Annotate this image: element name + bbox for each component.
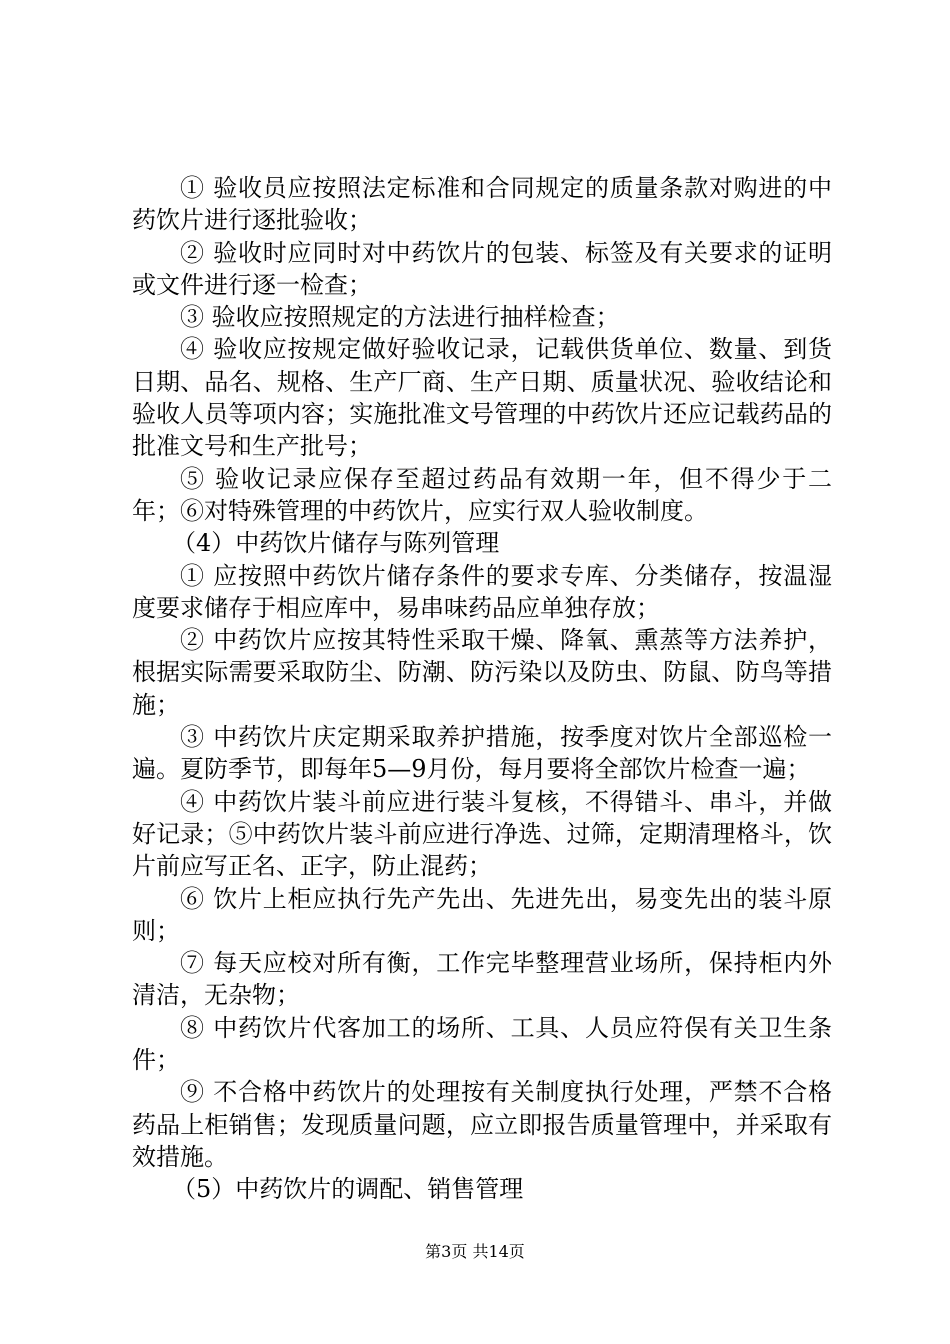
section-heading-dispensing: （5）中药饮片的调配、销售管理	[172, 1175, 524, 1204]
paragraph-storage-4: ④ 中药饮片装斗前应进行装斗复核，不得错斗、串斗，并做好记录；⑤中药饮片装斗前应进行净选、过筛，定期清理格斗，饮片前应写正名、正字，防止混药；	[132, 787, 832, 881]
paragraph-inspection-4: ④ 验收应按规定做好验收记录，记载供货单位、数量、到货日期、品名、规格、生产厂商、生产日期、质量状况、验收结论和验收人员等项内容；实施批准文号管理的中药饮片还应记载药品的批准文号和生产批号；	[132, 335, 832, 461]
section-heading-storage: （4）中药饮片储存与陈列管理	[172, 529, 500, 558]
paragraph-storage-8: ⑧ 中药饮片代客加工的场所、工具、人员应符俣有关卫生条件；	[132, 1013, 832, 1075]
paragraph-storage-1: ① 应按照中药饮片储存条件的要求专库、分类储存，按温湿度要求储存于相应库中，易串味药品应单独存放；	[132, 561, 832, 622]
paragraph-inspection-5: ⑤ 验收记录应保存至超过药品有效期一年，但不得少于二年；⑥对特殊管理的中药饮片，应实行双人验收制度。	[132, 464, 832, 525]
paragraph-inspection-3: ③ 验收应按照规定的方法进行抽样检查；	[180, 303, 620, 332]
paragraph-storage-7: ⑦ 每天应校对所有衡，工作完毕整理营业场所，保持柜内外清洁，无杂物；	[132, 949, 832, 1010]
document-body	[132, 172, 832, 1206]
paragraph-storage-9: ⑨ 不合格中药饮片的处理按有关制度执行处理，严禁不合格药品上柜销售；发现质量问题，应立即报告质量管理中，并采取有效措施。	[132, 1078, 832, 1171]
page-number-footer: 第3页 共14页	[425, 1242, 525, 1261]
paragraph-storage-2: ② 中药饮片应按其特性采取干燥、降氧、熏蒸等方法养护，根据实际需要采取防尘、防潮、防污染以及防虫、防鼠、防鸟等措施；	[132, 626, 832, 719]
paragraph-inspection-2: ② 验收时应同时对中药饮片的包装、标签及有关要求的证明或文件进行逐一检查；	[132, 238, 832, 299]
paragraph-inspection-1: ① 验收员应按照法定标准和合同规定的质量条款对购进的中药饮片进行逐批验收；	[132, 174, 832, 235]
paragraph-storage-6: ⑥ 饮片上柜应执行先产先出、先进先出，易变先出的装斗原则；	[132, 884, 832, 945]
paragraph-storage-3: ③ 中药饮片庆定期采取养护措施，按季度对饮片全部巡检一遍。夏防季节，即每年5—9月份，每月要将全部饮片检查一遍；	[132, 723, 832, 784]
